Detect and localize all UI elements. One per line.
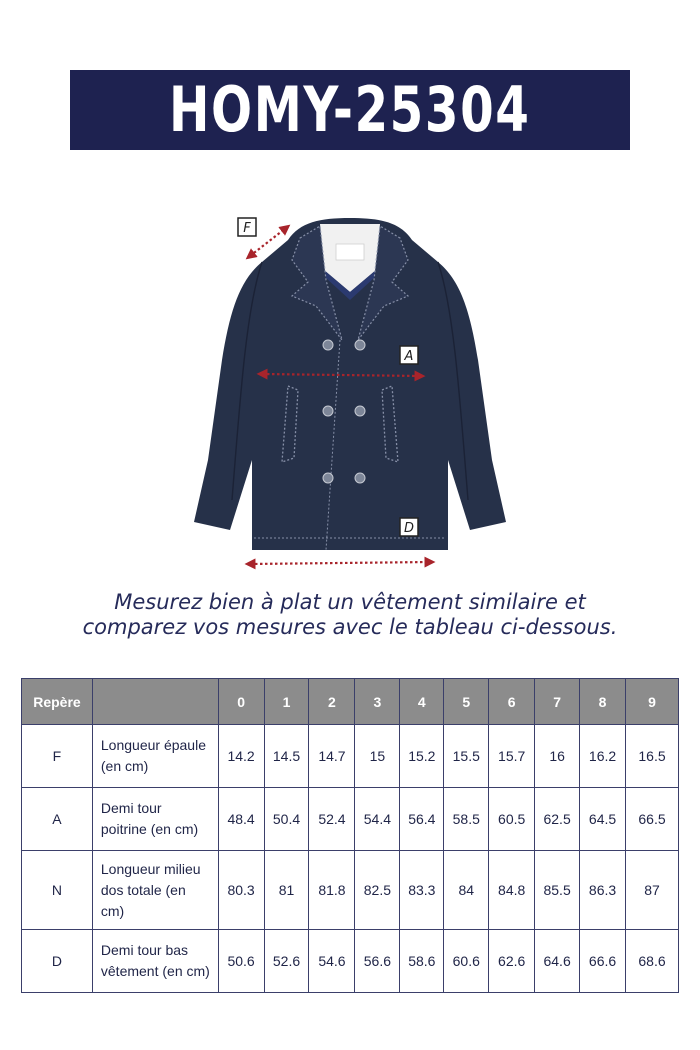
row-description: Longueur milieu dos totale (en cm): [92, 851, 218, 930]
cell-value: 16.5: [626, 725, 679, 788]
cell-value: 86.3: [580, 851, 626, 930]
label-a: A: [404, 349, 414, 364]
table-row: [22, 725, 679, 788]
cell-value: 84.8: [489, 851, 535, 930]
cell-value: 66.6: [580, 930, 626, 993]
header-size: 6: [489, 679, 535, 725]
table-row: [22, 788, 679, 851]
cell-value: 14.5: [264, 725, 309, 788]
header-size: 3: [355, 679, 400, 725]
header-size: 7: [535, 679, 580, 725]
label-f: F: [243, 221, 251, 236]
row-description: Demi tour poitrine (en cm): [92, 788, 218, 851]
measure-instruction: [30, 590, 670, 640]
cell-value: 60.6: [444, 930, 489, 993]
arrow-d: [250, 562, 430, 564]
size-table: [21, 678, 679, 993]
cell-value: 15.5: [444, 725, 489, 788]
row-code: F: [22, 725, 93, 788]
product-title: HOMY-25304: [169, 73, 531, 146]
cell-value: 15.7: [489, 725, 535, 788]
row-code: N: [22, 851, 93, 930]
header-description: [92, 679, 218, 725]
table-row: [22, 930, 679, 993]
header-size: 9: [626, 679, 679, 725]
header-size: 2: [309, 679, 355, 725]
cell-value: 66.5: [626, 788, 679, 851]
cell-value: 14.7: [309, 725, 355, 788]
instruction-line-2: comparez vos mesures avec le tableau ci-dessous.: [82, 615, 618, 639]
cell-value: 50.4: [264, 788, 309, 851]
cell-value: 56.6: [355, 930, 400, 993]
table-row: [22, 851, 679, 930]
cell-value: 52.4: [309, 788, 355, 851]
cell-value: 14.2: [218, 725, 264, 788]
coat-label: [336, 244, 364, 260]
cell-value: 48.4: [218, 788, 264, 851]
header-size: 1: [264, 679, 309, 725]
cell-value: 81: [264, 851, 309, 930]
cell-value: 58.5: [444, 788, 489, 851]
cell-value: 80.3: [218, 851, 264, 930]
row-description: Longueur épaule (en cm): [92, 725, 218, 788]
cell-value: 52.6: [264, 930, 309, 993]
cell-value: 83.3: [400, 851, 444, 930]
cell-value: 58.6: [400, 930, 444, 993]
cell-value: 16.2: [580, 725, 626, 788]
table-header-row: [22, 679, 679, 725]
cell-value: 84: [444, 851, 489, 930]
cell-value: 16: [535, 725, 580, 788]
cell-value: 15: [355, 725, 400, 788]
cell-value: 64.5: [580, 788, 626, 851]
cell-value: 64.6: [535, 930, 580, 993]
cell-value: 85.5: [535, 851, 580, 930]
header-size: 8: [580, 679, 626, 725]
cell-value: 68.6: [626, 930, 679, 993]
coat-illustration: [170, 200, 530, 580]
cell-value: 60.5: [489, 788, 535, 851]
label-d: D: [403, 521, 415, 536]
cell-value: 54.4: [355, 788, 400, 851]
cell-value: 87: [626, 851, 679, 930]
cell-value: 81.8: [309, 851, 355, 930]
row-code: D: [22, 930, 93, 993]
cell-value: 62.6: [489, 930, 535, 993]
row-description: Demi tour bas vêtement (en cm): [92, 930, 218, 993]
cell-value: 15.2: [400, 725, 444, 788]
cell-value: 82.5: [355, 851, 400, 930]
row-code: A: [22, 788, 93, 851]
title-banner: [70, 70, 630, 150]
instruction-line-1: Mesurez bien à plat un vêtement similaire et: [114, 590, 586, 614]
cell-value: 50.6: [218, 930, 264, 993]
header-size: 0: [218, 679, 264, 725]
cell-value: 54.6: [309, 930, 355, 993]
cell-value: 56.4: [400, 788, 444, 851]
header-size: 4: [400, 679, 444, 725]
header-repere: Repère: [22, 679, 93, 725]
cell-value: 62.5: [535, 788, 580, 851]
header-size: 5: [444, 679, 489, 725]
